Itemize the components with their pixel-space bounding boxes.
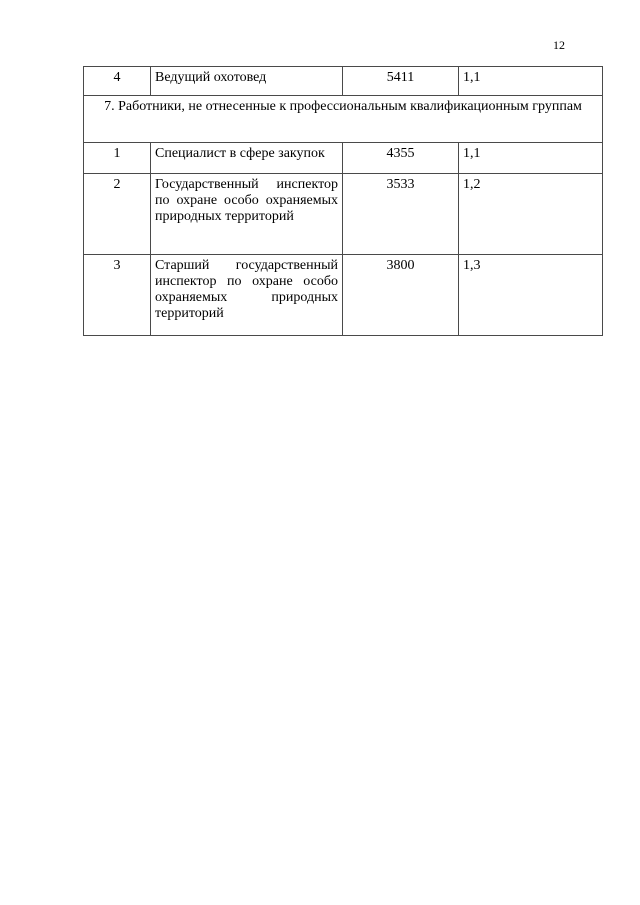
coefficient-cell: 1,2 (459, 174, 603, 255)
group-title-cell: 7. Работники, не отнесенные к профессиональным квалификационным группам (84, 96, 603, 143)
table-row (84, 67, 603, 96)
row-number-cell: 4 (84, 67, 151, 96)
table-row (84, 255, 603, 336)
salary-cell: 4355 (343, 143, 459, 174)
position-name-cell: Ведущий охотовед (151, 67, 343, 96)
row-number-cell: 2 (84, 174, 151, 255)
salary-cell: 3533 (343, 174, 459, 255)
position-name-cell: Специалист в сфере закупок (151, 143, 343, 174)
page-number: 12 (553, 38, 565, 52)
row-number-cell: 1 (84, 143, 151, 174)
table-row (84, 143, 603, 174)
salary-table (83, 66, 603, 336)
group-header-row (84, 96, 603, 143)
salary-cell: 5411 (343, 67, 459, 96)
table-row (84, 174, 603, 255)
salary-cell: 3800 (343, 255, 459, 336)
row-number-cell: 3 (84, 255, 151, 336)
position-name-cell: Старший государственный инспектор по охране особо охраняемых природных территорий (151, 255, 343, 336)
coefficient-cell: 1,1 (459, 143, 603, 174)
coefficient-cell: 1,1 (459, 67, 603, 96)
coefficient-cell: 1,3 (459, 255, 603, 336)
position-name-cell: Государственный инспектор по охране особо охраняемых природных территорий (151, 174, 343, 255)
